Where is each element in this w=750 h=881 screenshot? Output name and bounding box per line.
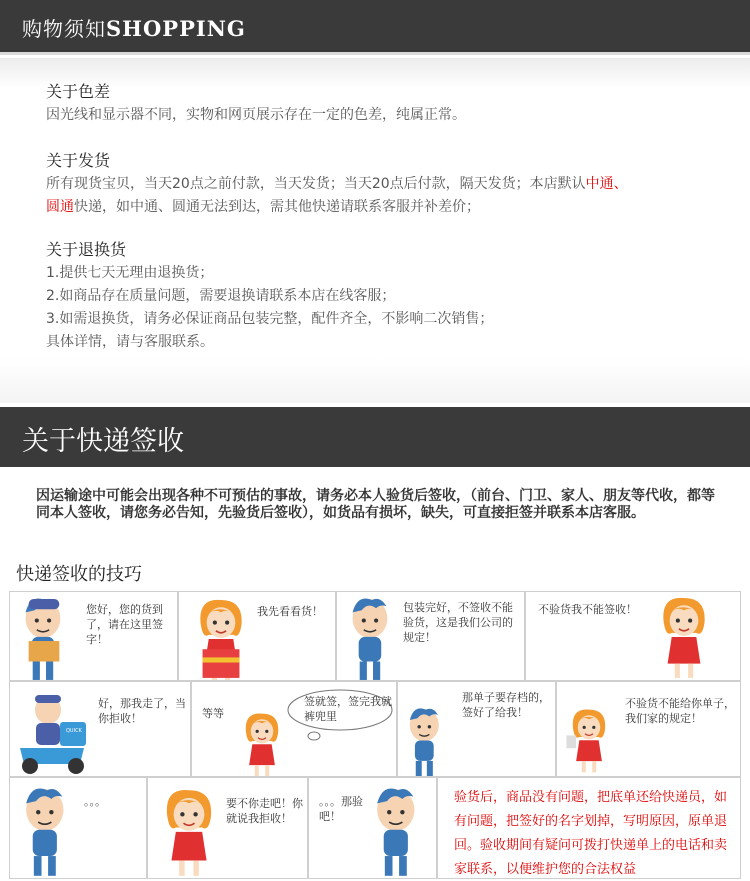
comic-panel-1 xyxy=(9,591,178,681)
section-text: 3.如需退换货，请务必保证商品包装完整，配件齐全，不影响二次销售； xyxy=(46,311,494,327)
speech-bubble: 。。。那验吧！ xyxy=(319,795,363,823)
section-title: 关于发货 xyxy=(46,151,111,170)
scooter-badge: QUICK xyxy=(66,728,82,734)
speech-bubble: 您好，您的货到了，请在这里签字！ xyxy=(86,603,163,646)
comic-panel-3 xyxy=(336,591,525,681)
girl-illustration xyxy=(193,598,249,681)
courier-illustration xyxy=(404,708,448,777)
speech-bubble: 那单子要存档的，签好了给我！ xyxy=(462,691,550,719)
header-band xyxy=(0,0,750,55)
comic-panel-4 xyxy=(525,591,741,681)
speech-bubble: 不验货我不能签收！ xyxy=(538,603,637,616)
delivery-banner xyxy=(0,407,750,467)
courier-illustration xyxy=(347,598,397,681)
section-text: 具体详情，请与客服联系。 xyxy=(46,334,214,350)
speech-bubble: 签就签，签完我就裤兜里 xyxy=(304,695,392,723)
scooter-illustration xyxy=(14,692,94,776)
caption-text: 验货后，商品没有问题，把底单还给快递员，如有问题，把签好的名字划掉，写明原因，原单退回。验收期间有疑问可拨打快递单上的电话和卖家联系，以便维护您的合法权益 xyxy=(454,790,728,877)
comic-panel-6 xyxy=(191,681,397,777)
comic-panel-5 xyxy=(9,681,191,777)
comic-panel-8 xyxy=(556,681,741,777)
section-shipping xyxy=(46,149,628,219)
courier-illustration xyxy=(371,788,425,878)
comic-panel-2 xyxy=(178,591,336,681)
girl-illustration xyxy=(232,712,292,777)
comic-panel-11 xyxy=(308,777,437,879)
comic-panel-7 xyxy=(397,681,556,777)
delivery-notice: 因运输途中可能会出现各种不可预估的事故，请务必本人验货后签收，（前台、门卫、家人、朋友等代收，都等同本人签收，请您务必告知，先验货后签收），如货品有损坏，缺失，可直接拒签并联系本店客服。 xyxy=(36,488,715,521)
comic-panel-10 xyxy=(147,777,308,879)
courier-illustration xyxy=(22,788,72,878)
speech-bubble: 等等 xyxy=(202,707,224,720)
section-returns xyxy=(46,238,493,354)
speech-bubble: 我先看看货！ xyxy=(257,605,323,618)
girl-illustration xyxy=(162,788,216,878)
girl-illustration xyxy=(656,596,712,680)
tips-title: 快递签收的技巧 xyxy=(16,564,142,585)
speech-bubble: 包装完好，不签收不能验货，这是我们公司的规定！ xyxy=(403,601,513,644)
section-text: 2.如商品存在质量问题，需要退换请联系本店在线客服； xyxy=(46,288,396,304)
courier-highlight: 中通、 xyxy=(585,176,628,192)
section-title: 关于色差 xyxy=(46,82,111,101)
speech-bubble: 好，那我走了，当你拒收！ xyxy=(98,697,186,725)
delivery-banner-title: 关于快递签收 xyxy=(22,426,184,457)
girl-illustration xyxy=(565,708,613,774)
page-title: 购物须知SHOPPING xyxy=(22,16,246,41)
section-color-difference xyxy=(46,80,466,127)
section-text: 所有现货宝贝，当天20点之前付款，当天发货；当天20点后付款，隔天发货；本店默认中通、 xyxy=(46,176,628,192)
speech-bubble: 不验货不能给你单子，我们家的规定！ xyxy=(625,697,735,725)
courier-highlight: 圆通 xyxy=(46,199,74,215)
section-text: 因光线和显示器不同，实物和网页展示存在一定的色差，纯属正常。 xyxy=(46,107,466,123)
section-text: 圆通快递，如中通、圆通无法到达，需其他快递请联系客服并补差价； xyxy=(46,199,480,215)
section-title: 关于退换货 xyxy=(46,240,127,259)
courier-illustration xyxy=(18,598,72,681)
comic-panel-9 xyxy=(9,777,147,879)
section-text: 1.提供七天无理由退换货； xyxy=(46,265,214,281)
speech-bubble: 。。。 xyxy=(84,795,106,808)
comic-caption-panel xyxy=(437,777,741,879)
speech-bubble: 要不你走吧！你就说我拒收！ xyxy=(226,797,303,825)
